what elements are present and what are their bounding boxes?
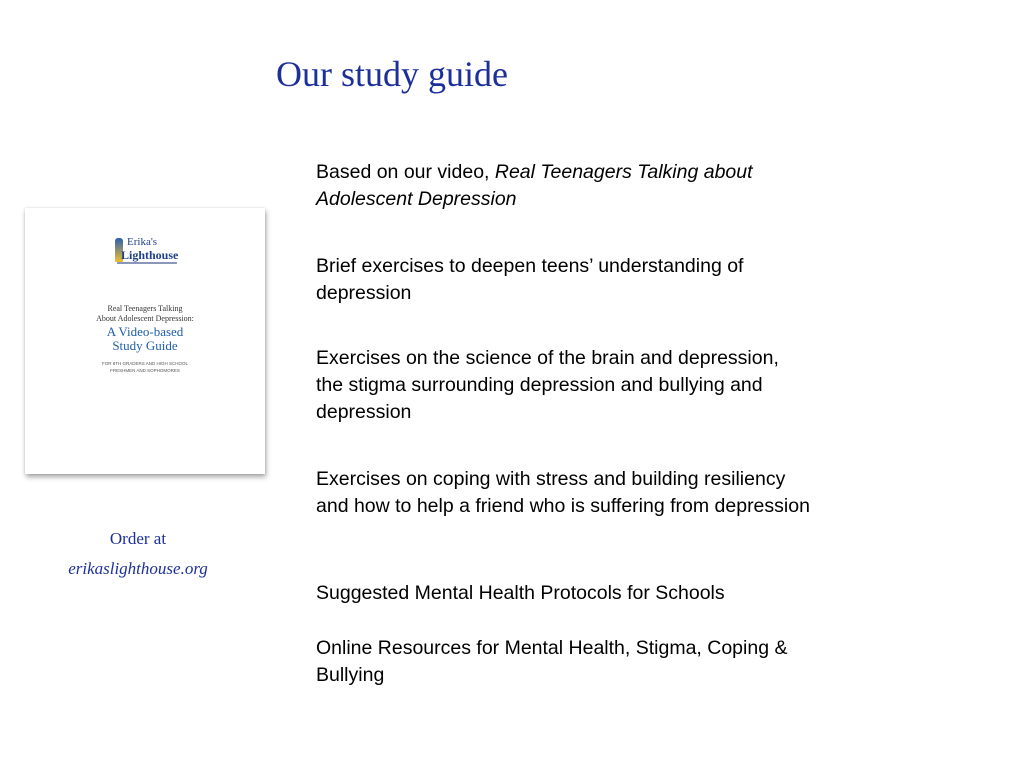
logo-tagline-bar bbox=[117, 262, 177, 264]
study-guide-cover-image bbox=[25, 208, 265, 474]
cover-subtitle-line1: Real Teenagers Talking bbox=[107, 304, 183, 313]
cover-main-title-line1: A Video-based bbox=[106, 324, 184, 339]
slide-title: Our study guide bbox=[276, 54, 508, 94]
cover-grades-text bbox=[25, 360, 265, 374]
order-label: Order at bbox=[109, 529, 167, 548]
feature-item-video bbox=[316, 159, 811, 213]
feature-item-protocols: Suggested Mental Health Protocols for Schools bbox=[316, 582, 725, 604]
cover-subtitle-line2: About Adolescent Depression: bbox=[96, 314, 194, 323]
order-caption bbox=[0, 524, 276, 584]
feature-item-brief-exercises: Brief exercises to deepen teens’ understanding of depression bbox=[316, 255, 744, 304]
cover-main-title bbox=[25, 325, 265, 353]
video-title: Real Teenagers Talking about Adolescent Depression bbox=[316, 161, 753, 210]
cover-subtitle bbox=[25, 304, 265, 324]
cover-grades-line1: FOR 8TH GRADERS AND HIGH SCHOOL bbox=[101, 361, 188, 366]
cover-grades-line2: FRESHMEN AND SOPHOMORES bbox=[110, 368, 180, 373]
feature-item-coping-exercises: Exercises on coping with stress and building resiliency and how to help a friend who is suffering from depression bbox=[316, 468, 810, 517]
feature-item-video-prefix: Based on our video, bbox=[316, 161, 495, 183]
cover-main-title-line2: Study Guide bbox=[112, 338, 178, 353]
erikas-lighthouse-logo bbox=[109, 234, 179, 268]
feature-item-science-exercises: Exercises on the science of the brain and depression, the stigma surrounding depression and bullying and depression bbox=[316, 347, 779, 423]
order-website: erikaslighthouse.org bbox=[68, 559, 208, 578]
logo-text-line1: Erika's bbox=[127, 236, 158, 248]
logo-text-line2: Lighthouse bbox=[121, 248, 179, 262]
feature-item-online-resources: Online Resources for Mental Health, Stigma, Coping & Bullying bbox=[316, 637, 788, 686]
